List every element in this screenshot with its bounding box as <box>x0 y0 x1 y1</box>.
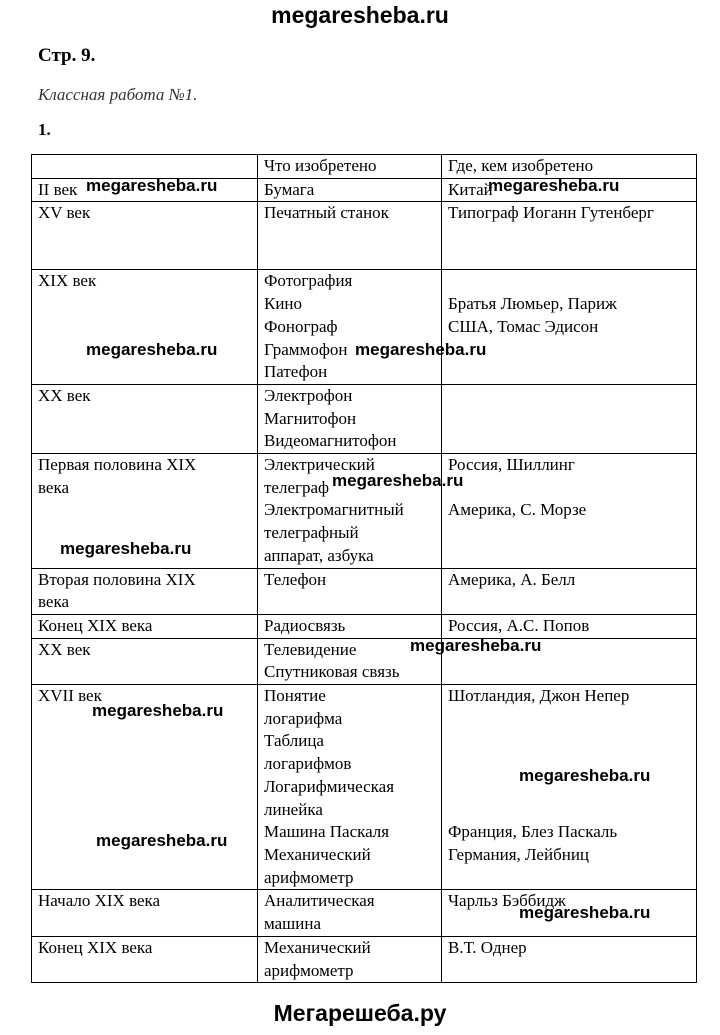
period-cell <box>32 614 258 638</box>
cell-line: Понятие <box>264 686 326 706</box>
cell-line <box>448 708 696 731</box>
cell-line: Типограф Иоганн Гутенберг <box>448 203 654 223</box>
cell-line: логарифма <box>264 708 343 728</box>
column-header <box>32 155 258 179</box>
watermark: megaresheba.ru <box>519 903 651 922</box>
cell-line: XX век <box>38 385 91 405</box>
inventions-table <box>31 154 697 983</box>
table-row <box>32 936 697 982</box>
cell-line: Электрический <box>264 455 375 475</box>
column-header: Что изобретено <box>258 155 442 179</box>
watermark: megaresheba.ru <box>332 471 464 490</box>
classwork-title: Классная работа №1. <box>38 85 198 104</box>
cell-line: XV век <box>38 203 91 223</box>
cell-line: Франция, Блез Паскаль <box>448 822 618 842</box>
cell-line: Радиосвязь <box>264 615 346 635</box>
cell-line: Машина Паскаля <box>264 822 390 842</box>
cell-line: Патефон <box>264 362 328 382</box>
cell-line: Телевидение <box>264 639 357 659</box>
cell-line: Бумага <box>264 179 315 199</box>
cell-line: II век <box>38 179 78 199</box>
cell-line: телеграфный <box>264 523 359 543</box>
inventor-cell <box>442 614 697 638</box>
watermark: megaresheba.ru <box>96 831 228 850</box>
watermark: megaresheba.ru <box>519 766 651 785</box>
cell-line: Граммофон <box>264 339 348 359</box>
cell-line: Начало XIX века <box>38 891 161 911</box>
cell-line: Телефон <box>264 569 327 589</box>
cell-line: Логарифмическая <box>264 776 395 796</box>
cell-line: XIX век <box>38 271 97 291</box>
period-cell <box>32 384 258 453</box>
cell-line: Чарльз Бэббидж <box>448 891 566 911</box>
cell-line: Таблица <box>264 731 324 751</box>
cell-line: Китай <box>448 179 493 199</box>
invention-cell <box>258 685 442 890</box>
site-footer: Мегарешеба.ру <box>273 1000 447 1026</box>
cell-line: Механический <box>264 844 371 864</box>
inventor-cell <box>442 384 697 453</box>
cell-line <box>448 270 696 293</box>
table-row <box>32 202 697 270</box>
cell-line <box>448 477 696 500</box>
table-header-row <box>32 155 697 179</box>
page-number: Стр. 9. <box>38 45 96 66</box>
inventor-cell <box>442 936 697 982</box>
invention-cell <box>258 270 442 385</box>
cell-line: века <box>38 592 70 612</box>
cell-line: Видеомагнитофон <box>264 431 397 451</box>
cell-line: Россия, А.С. Попов <box>448 615 590 635</box>
cell-line: Спутниковая связь <box>264 662 400 682</box>
invention-cell <box>258 568 442 614</box>
cell-line: телеграф <box>264 477 330 497</box>
cell-line <box>448 730 696 753</box>
cell-line: Германия, Лейбниц <box>448 844 590 864</box>
cell-line: линейка <box>264 799 323 819</box>
table-row <box>32 614 697 638</box>
cell-line: Первая половина XIX <box>38 455 197 475</box>
cell-line: XX век <box>38 639 91 659</box>
cell-line: века <box>38 477 70 497</box>
invention-cell <box>258 202 442 270</box>
watermark: megaresheba.ru <box>488 176 620 195</box>
period-cell <box>32 270 258 385</box>
cell-line: машина <box>264 914 322 934</box>
column-header: Где, кем изобретено <box>442 155 697 179</box>
period-cell <box>32 890 258 936</box>
cell-line: Америка, А. Белл <box>448 569 576 589</box>
table-row <box>32 638 697 684</box>
watermark: megaresheba.ru <box>86 176 218 195</box>
table-row <box>32 270 697 385</box>
cell-line: арифмометр <box>264 867 354 887</box>
cell-line: США, Томас Эдисон <box>448 316 599 336</box>
cell-line: XVII век <box>38 686 102 706</box>
cell-line: Электромагнитный <box>264 500 404 520</box>
inventor-cell <box>442 568 697 614</box>
task-number: 1. <box>38 120 51 139</box>
watermark: megaresheba.ru <box>86 340 218 359</box>
cell-line: Фотография <box>264 271 353 291</box>
inventor-cell <box>442 270 697 385</box>
period-cell <box>32 202 258 270</box>
cell-line: логарифмов <box>264 754 352 774</box>
period-cell <box>32 568 258 614</box>
invention-cell <box>258 936 442 982</box>
period-cell <box>32 638 258 684</box>
invention-cell <box>258 384 442 453</box>
cell-line: Россия, Шиллинг <box>448 455 575 475</box>
watermark: megaresheba.ru <box>410 636 542 655</box>
cell-line: Фонограф <box>264 316 338 336</box>
watermark: megaresheba.ru <box>92 701 224 720</box>
cell-line: Электрофон <box>264 385 353 405</box>
inventor-cell <box>442 202 697 270</box>
cell-line: Конец XIX века <box>38 615 153 635</box>
period-cell <box>32 936 258 982</box>
cell-line: Аналитическая <box>264 891 375 911</box>
site-header: megaresheba.ru <box>271 2 449 28</box>
table-row <box>32 568 697 614</box>
cell-line: В.Т. Однер <box>448 937 527 957</box>
watermark: megaresheba.ru <box>60 539 192 558</box>
inventor-cell <box>442 685 697 890</box>
invention-cell <box>258 890 442 936</box>
inventor-cell <box>442 454 697 569</box>
invention-cell <box>258 614 442 638</box>
cell-line <box>448 799 696 822</box>
cell-line: Вторая половина XIX <box>38 569 196 589</box>
cell-line: Шотландия, Джон Непер <box>448 686 630 706</box>
cell-line: арифмометр <box>264 960 354 980</box>
cell-line: Механический <box>264 937 371 957</box>
cell-line: Кино <box>264 294 303 314</box>
invention-cell <box>258 178 442 202</box>
cell-line: Конец XIX века <box>38 937 153 957</box>
table-row <box>32 384 697 453</box>
cell-line: Магнитофон <box>264 408 357 428</box>
cell-line: Печатный станок <box>264 203 389 223</box>
watermark: megaresheba.ru <box>355 340 487 359</box>
cell-line: Братья Люмьер, Париж <box>448 294 617 314</box>
cell-line: Америка, С. Морзе <box>448 500 587 520</box>
cell-line: аппарат, азбука <box>264 545 374 565</box>
